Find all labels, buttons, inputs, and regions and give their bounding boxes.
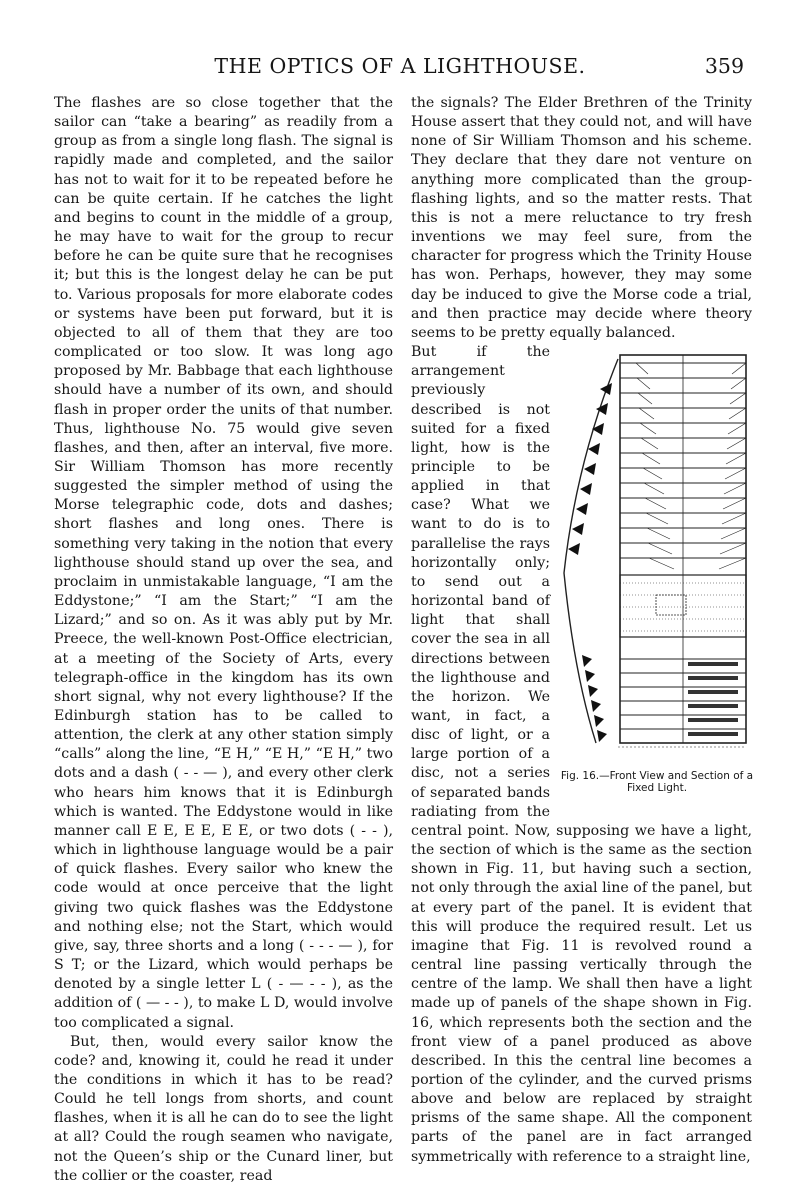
prism-edge [647, 528, 670, 539]
prism-edge [638, 393, 652, 404]
prism-edge [731, 378, 746, 389]
fixed-light-diagram [556, 343, 752, 769]
prism-shade [688, 718, 738, 722]
prism-edge [642, 453, 660, 464]
figure-label: Fig. 16. [560, 770, 600, 783]
section-prism [588, 685, 598, 697]
section-prism [580, 483, 592, 495]
prism-edge [643, 468, 662, 479]
section-prism [592, 423, 604, 435]
prism-edge [724, 483, 746, 494]
paragraph: the signals? The Elder Brethren of the Trinity House assert that they could not, and will have none of Sir William Thomson and his scheme. They declare that they dare not venture on anything more complicated than the group-flashing lights, and so the matter rests. That this is not a mere reluctance to try fresh inventions we may feel sure, from the character for progress which the Trinity House has won. Perhaps, however, they may some day be induced to give the Morse code a trial, and then practice may decide where theory seems to be pretty equally balanced. [411, 95, 752, 341]
prism-edge [639, 408, 654, 419]
prism-edge [645, 498, 666, 509]
figure-16 [556, 343, 752, 798]
prism-edge [729, 408, 746, 419]
prism-edge [648, 543, 672, 554]
prism-edge [732, 363, 746, 374]
section-prism [572, 523, 584, 535]
section-prism [600, 383, 612, 395]
prism-edge [728, 423, 746, 434]
section-prism [576, 503, 588, 515]
paragraph: But if the arrangement previously described is not suited for a fixed light, how is the principle to be applied in that case? What we want to do is to parallelise the rays horizontally only; to send out a horizontal band of light that shall cover the sea in all directions between the lighthouse and the horizon. We want, in fact, a disc of light, or a large portion of a disc, not a series of separated bands radiating from the central point. Now, supposing we have a light, the section of which is the same as the section shown in Fig. 11, but having such a section, not only through the axial line of the panel, but at every part of the panel. It is evident that this will produce the required result. Let us imagine that Fig. 11 is revolved round a central line passing vertically through the centre of the lamp. We shall then have a light made up of panels of the shape shown in Fig. 16, which represents both the section and the front view of a panel produced as above described. In this the central line becomes a portion of the cylinder, and the curved prisms above and below are replaced by straight prisms of the same shape. All the component parts of the panel are in fact arranged symmetrically with reference to a straight line, [411, 344, 752, 1165]
right-column [411, 94, 752, 1167]
left-column [54, 94, 393, 1186]
lamp-outline [656, 595, 686, 615]
prism-shade [688, 662, 738, 666]
prism-shade [688, 690, 738, 694]
prism-edge [649, 558, 674, 569]
prism-shade [688, 676, 738, 680]
prism-edge [723, 498, 746, 509]
paragraph: But, then, would every sailor know the code? and, knowing it, could he read it under the conditions in which it has to be read? Could he tell longs from shorts, and count flashes, when it is all he can do to see the light at all? Could the rough seamen who navigate, not the Queen’s ship or the Cunard liner, but the collier or the coaster, read [54, 1033, 393, 1184]
prism-edge [646, 513, 668, 524]
prism-edge [722, 513, 746, 524]
prism-edge [726, 453, 746, 464]
prism-edge [641, 438, 658, 449]
figure-caption [559, 770, 755, 794]
running-head [0, 54, 800, 80]
section-prism [591, 700, 601, 712]
prism-edge [725, 468, 746, 479]
page-number: 359 [704, 54, 744, 78]
prism-edge [720, 543, 746, 554]
prism-edge [727, 438, 746, 449]
prism-edge [637, 378, 650, 389]
running-title: THE OPTICS OF A LIGHTHOUSE. [214, 54, 586, 78]
section-prism [585, 670, 595, 682]
prism-shade [688, 704, 738, 708]
prism-shade [688, 732, 738, 736]
prism-edge [730, 393, 746, 404]
figure-caption-text: —Front View and Section of a Fixed Light. [599, 770, 754, 795]
prism-edge [644, 483, 664, 494]
prism-edge [719, 558, 746, 569]
section-prism [582, 655, 592, 667]
section-prism [588, 443, 600, 455]
prism-edge [636, 363, 648, 374]
prism-edge [640, 423, 656, 434]
paragraph: The flashes are so close together that the sailor can “take a bearing” as readily from a group as from a single long flash. The signal is rapidly made and completed, and the sailor has not to wait for it to be repeated before he can be quite certain. If he catches the light and begins to count in the middle of a group, he may have to wait for the group to recur before he can be quite sure that he recognises it; but this is the longest delay he can be put to. Various proposals for more elaborate codes or systems have been put forward, but it is objected to all of them that they are too complicated or too slow. It was long ago proposed by Mr. Babbage that each lighthouse should have a number of its own, and should flash in proper order the units of that number. Thus, lighthouse No. 75 would give seven flashes, and then, after an interval, five more. Sir William Thomson has more recently suggested the simpler method of using the Morse telegraphic code, dots and dashes; short flashes and long ones. There is something very taking in the notion that every lighthouse should stand up over the sea, and proclaim in unmistakable language, “I am the Eddystone;” “I am the Start;” “I am the Lizard;” and so on. As it was ably put by Mr. Preece, the well-known Post-Office electrician, at a meeting of the Society of Arts, every telegraph-office in the kingdom has its own short signal, why not every lighthouse? If the Edinburgh station has to be called to attention, the clerk at any other station simply “calls” along the line, “E H,” “E H,” “E H,” two dots and a dash ( - - — ), and every other clerk who hears him knows that it is Edinburgh which is wanted. The Eddystone would in like manner call E E, E E, E E, or two dots ( - - ), which in lighthouse language would be a pair of quick flashes. Every sailor who knew the code would at once perceive that the light giving two quick flashes was the Eddystone and nothing else; not the Start, which would give, say, three shorts and a long ( - - - — ), for S T; or the Lizard, which would perhaps be denoted by a single letter L ( - — - - ), as the addition of ( — - - ), to make L D, would involve too complicated a signal. [54, 95, 393, 1031]
section-prism [568, 543, 580, 555]
section-prism [594, 715, 604, 727]
section-prism [584, 463, 596, 475]
prism-edge [721, 528, 746, 539]
section-prism [597, 730, 607, 742]
